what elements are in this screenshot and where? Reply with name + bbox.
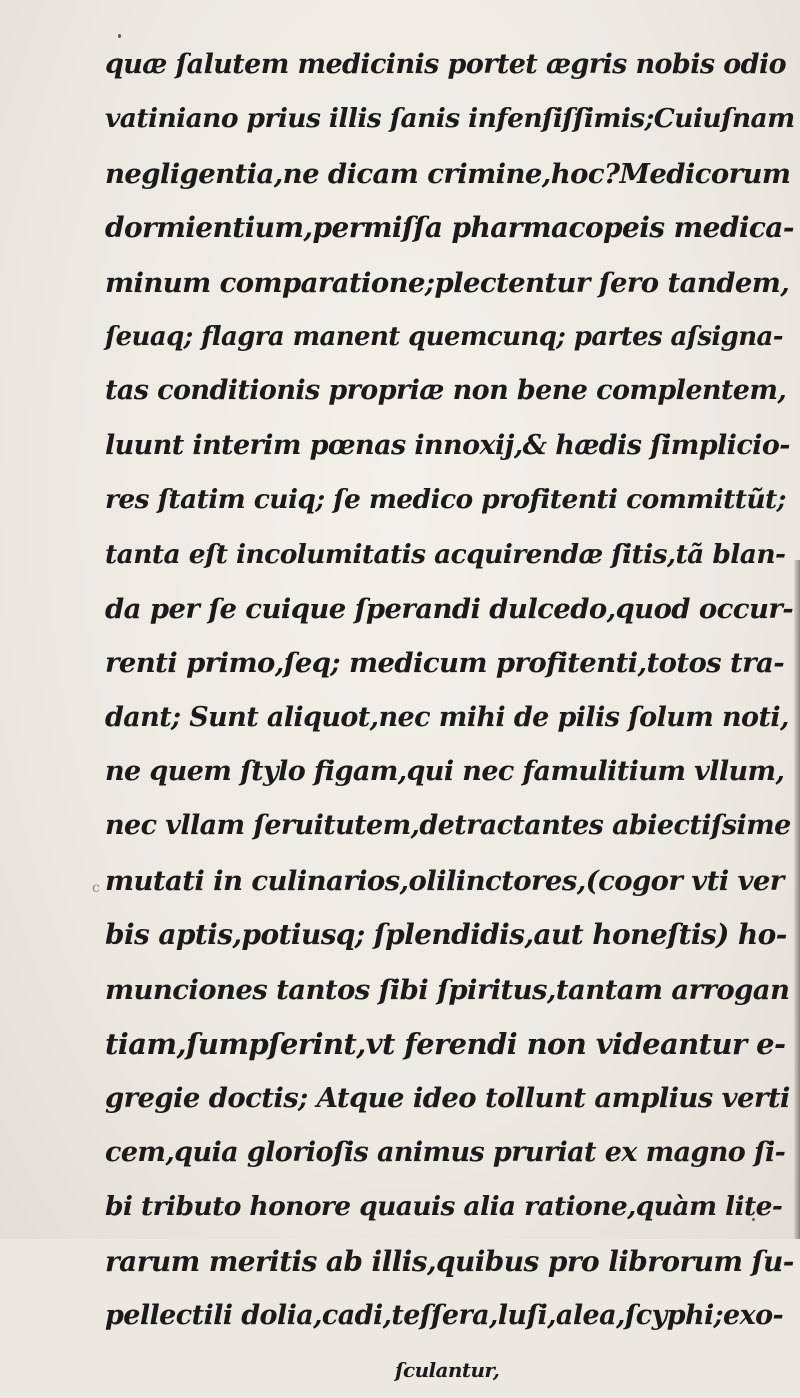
text-line: dant; Sunt aliquot,nec mihi de pilis ſolum noti, xyxy=(105,701,789,733)
text-line: bis aptis,potiusq; ſplendidis,aut honeſtis) ho- xyxy=(105,918,787,952)
text-line: luunt interim pœnas innoxij,& hædis ſimplicio- xyxy=(105,429,790,461)
text-line: renti primo,ſeq; medicum profitenti,totos tra- xyxy=(105,647,785,680)
text-line: bi tributo honore quauis alia ratione,quàm lite- xyxy=(105,1191,783,1223)
catchword-line: ſculantur, xyxy=(395,1358,500,1383)
text-line: gregie doctis; Atque ideo tollunt amplius verti xyxy=(105,1082,790,1115)
text-line: mutati in culinarios,olilinctores,(cogor vti ver xyxy=(105,864,784,897)
text-line: quæ ſalutem medicinis portet ægris nobis odio xyxy=(105,49,787,80)
text-line: nec vllam ſeruitutem,detractantes abiectiſsime xyxy=(105,810,791,842)
text-line: rarum meritis ab illis,quibus pro librorum ſu- xyxy=(105,1244,794,1278)
text-line: da per ſe cuique ſperandi dulcedo,quod occur- xyxy=(105,592,794,625)
page-text xyxy=(105,38,795,1398)
text-line: dormientium,permiſſa pharmacopeis medica- xyxy=(105,211,794,245)
text-line: vatiniano prius illis ſanis infenſiſſimis;Cuiuſnam xyxy=(105,103,795,135)
text-line: ſeuaq; flagra manent quemcunq; partes aſsigna- xyxy=(105,321,783,352)
text-line: munciones tantos ſibi ſpiritus,tantam arrogan xyxy=(105,973,790,1006)
text-line: pellectili dolia,cadi,teſſera,luſi,alea,ſcyphi;exo- xyxy=(105,1299,784,1331)
text-line: negligentia,ne dicam crimine,hoc?Medicorum xyxy=(105,157,791,190)
text-line: tiam,ſumpſerint,vt ferendi non videantur e- xyxy=(105,1027,786,1062)
text-line: tanta eſt incolumitatis acquirendæ ſitis,tã blan- xyxy=(105,538,786,570)
text-line: res ſtatim cuiq; ſe medico profitenti committũt; xyxy=(105,484,786,516)
text-line: tas conditionis propriæ non bene complentem, xyxy=(105,375,787,407)
margin-mark: c xyxy=(92,880,100,896)
text-line: minum comparatione;plectentur ſero tandem, xyxy=(105,266,790,299)
text-line: ne quem ſtylo figam,qui nec famulitium vllum, xyxy=(105,756,785,788)
text-line: cem,quia glorioſis animus pruriat ex magno ſi- xyxy=(105,1136,786,1168)
